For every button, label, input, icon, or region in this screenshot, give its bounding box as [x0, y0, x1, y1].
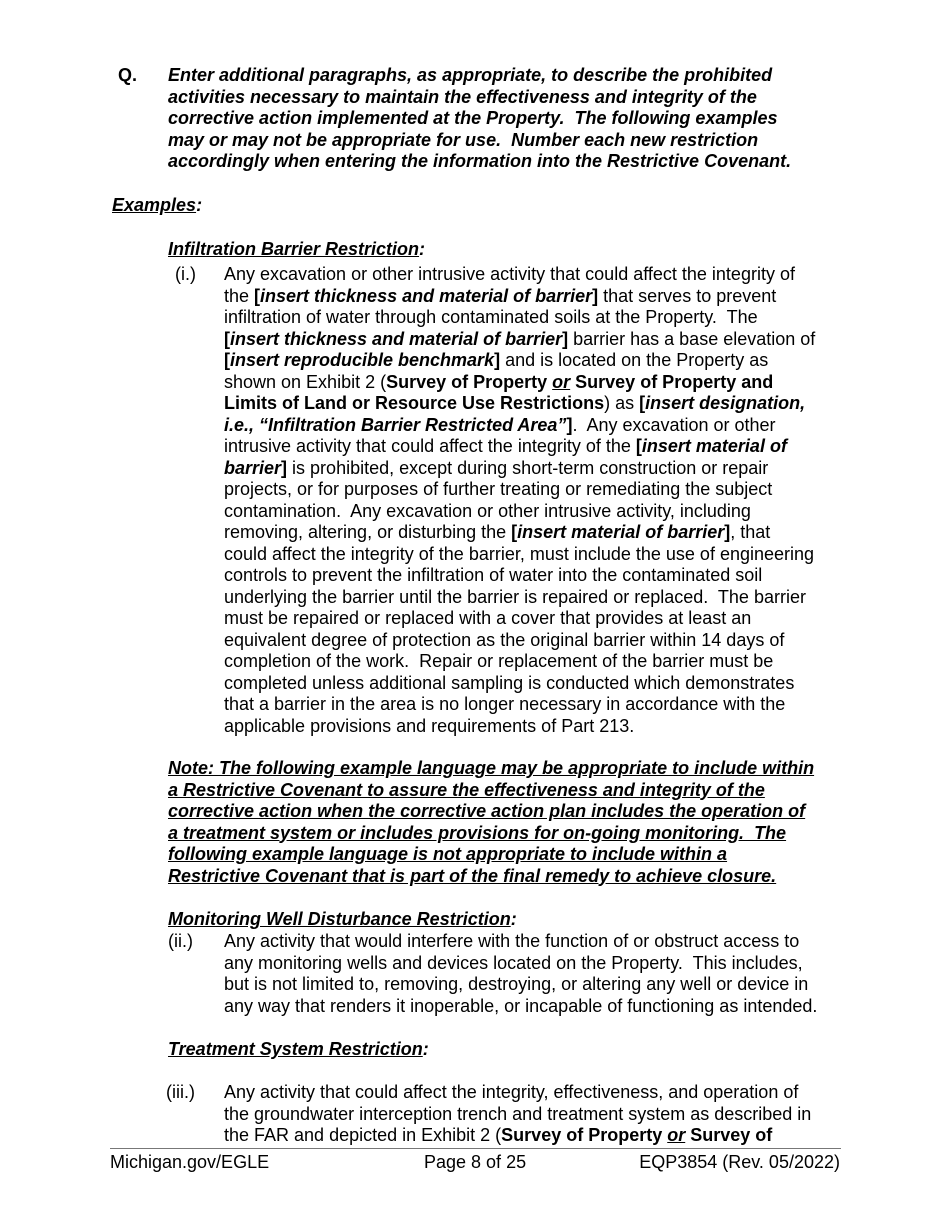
text-run: Survey of Property — [386, 371, 553, 392]
text-run: the groundwater interception trench and treatment system as described in — [224, 1103, 812, 1124]
footer-website: Michigan.gov/EGLE — [110, 1152, 270, 1172]
text-run: insert reproducible benchmark — [230, 350, 495, 370]
footer-form-number: EQP3854 (Rev. 05/2022) — [639, 1152, 840, 1172]
text-line — [224, 996, 817, 1018]
text-run: activities necessary to maintain the effectiveness and integrity of the — [168, 86, 757, 107]
text-run: insert thickness and material of barrier — [260, 285, 593, 306]
text-run: : — [419, 239, 426, 259]
text-run: [ — [635, 436, 642, 456]
treatment-paragraph — [224, 1082, 811, 1147]
infiltration-heading — [168, 239, 425, 261]
text-run: Note: The following example language may be appropriate to include within — [168, 758, 815, 778]
text-run: Any activity that would interfere with the function of or obstruct access to — [224, 931, 800, 951]
text-line — [224, 673, 815, 695]
text-run: a treatment system or includes provisions for on-going monitoring. The — [168, 822, 787, 843]
text-line — [224, 436, 815, 458]
note-paragraph — [168, 758, 814, 887]
text-line — [224, 501, 815, 523]
text-line — [224, 393, 815, 415]
text-line — [168, 130, 791, 152]
text-run: : — [510, 909, 517, 929]
text-run: Survey of — [685, 1125, 773, 1145]
text-run: projects, or for purposes of further treating or remediating the subject — [224, 479, 773, 499]
q-instructions — [168, 65, 791, 173]
text-line — [224, 974, 817, 996]
text-run: removing, altering, or disturbing the — [224, 522, 512, 542]
footer-divider — [110, 1148, 841, 1149]
text-line — [224, 931, 817, 953]
text-run: a Restrictive Covenant to assure the effectiveness and integrity of the — [168, 779, 765, 800]
text-run: , that — [730, 522, 771, 542]
text-run: insert material of barrier — [517, 522, 725, 542]
text-run: ] — [281, 457, 288, 478]
text-run: could affect the integrity of the barrier, must include the use of engineering — [224, 543, 815, 564]
text-run: insert material of — [641, 436, 787, 456]
text-run: corrective action when the corrective action plan includes the operation of — [168, 801, 806, 821]
text-run: Any excavation or other intrusive activity that could affect the integrity of — [224, 264, 795, 284]
text-line — [224, 694, 815, 716]
text-line — [224, 1082, 811, 1104]
q-label: Q. — [118, 65, 138, 85]
treatment-heading — [168, 1039, 429, 1061]
text-line — [224, 630, 815, 652]
text-run: [ — [511, 522, 518, 542]
text-line — [168, 844, 814, 866]
text-line — [224, 716, 815, 738]
text-run: Enter additional paragraphs, as appropriate, to describe the prohibited — [168, 65, 773, 85]
text-run: must be repaired or replaced with a cover that provides at least an — [224, 608, 752, 628]
text-line — [168, 108, 791, 130]
text-line — [224, 372, 815, 394]
text-line — [224, 522, 815, 544]
text-run: [ — [224, 328, 230, 349]
text-run: the FAR and depicted in Exhibit 2 ( — [224, 1125, 502, 1145]
text-run: ] — [494, 350, 501, 370]
examples-heading — [112, 195, 202, 217]
restriction-number-i: (i.) — [175, 264, 196, 284]
text-line — [224, 544, 815, 566]
text-run: is prohibited, except during short-term construction or repair — [287, 457, 769, 478]
text-run: but is not limited to, removing, destroying, or altering any well or device in — [224, 974, 809, 994]
text-line — [224, 458, 815, 480]
text-run: Any activity that could affect the integrity, effectiveness, and operation of — [224, 1082, 799, 1102]
text-line — [224, 415, 815, 437]
text-line — [224, 1125, 811, 1147]
text-run: ) as — [604, 393, 640, 413]
text-line — [224, 1104, 811, 1126]
text-run: or — [667, 1125, 686, 1145]
text-line — [224, 286, 815, 308]
text-run: insert thickness and material of barrier — [230, 328, 563, 349]
text-run: insert designation, — [645, 393, 806, 413]
text-run: Examples — [112, 195, 197, 215]
text-run: shown on Exhibit 2 ( — [224, 371, 387, 392]
text-run: completed unless additional sampling is conducted which demonstrates — [224, 672, 795, 693]
text-line — [168, 239, 425, 261]
text-line — [224, 329, 815, 351]
text-run: corrective action implemented at the Property. The following examples — [168, 108, 778, 128]
text-run: ] — [592, 285, 599, 306]
text-run: controls to prevent the infiltration of water into the contaminated soil — [224, 565, 763, 585]
text-line — [224, 608, 815, 630]
restriction-number-iii: (iii.) — [166, 1082, 195, 1102]
text-run: and is located on the Property as — [500, 350, 769, 370]
text-run: Treatment System Restriction — [168, 1039, 423, 1059]
text-line — [168, 1039, 429, 1061]
text-line — [224, 350, 815, 372]
text-run: Survey of Property — [501, 1125, 668, 1145]
text-line — [168, 909, 517, 931]
text-run: Survey of Property and — [570, 371, 774, 392]
text-run: Restrictive Covenant that is part of the final remedy to achieve closure. — [168, 865, 777, 886]
text-run: [ — [254, 285, 261, 306]
text-line — [168, 801, 814, 823]
restriction-number-ii: (ii.) — [168, 931, 193, 951]
text-run: completion of the work. Repair or replacement of the barrier must be — [224, 651, 774, 671]
text-line — [168, 87, 791, 109]
text-run: ] — [566, 414, 573, 435]
text-line — [224, 587, 815, 609]
text-line — [168, 65, 791, 87]
text-line — [224, 307, 815, 329]
infiltration-paragraph — [224, 264, 815, 737]
text-line — [168, 151, 791, 173]
text-run: [ — [224, 350, 230, 370]
text-run: any way that renders it inoperable, or incapable of functioning as intended. — [224, 995, 818, 1016]
text-run: ] — [724, 522, 731, 542]
text-run: that serves to prevent — [598, 285, 777, 306]
text-line — [224, 264, 815, 286]
text-run: may or may not be appropriate for use. Number each new restriction — [168, 129, 759, 150]
text-run: or — [552, 371, 571, 392]
text-line — [112, 195, 202, 217]
text-line — [168, 780, 814, 802]
text-run: infiltration of water through contaminated soils at the Property. The — [224, 307, 758, 327]
monitoring-heading — [168, 909, 517, 931]
text-run: contamination. Any excavation or other intrusive activity, including — [224, 500, 751, 521]
text-run: barrier has a base elevation of — [568, 328, 816, 349]
text-line — [224, 953, 817, 975]
text-run: [ — [639, 393, 646, 413]
text-run: intrusive activity that could affect the integrity of the — [224, 436, 636, 456]
text-run: any monitoring wells and devices located on the Property. This includes, — [224, 952, 803, 973]
text-line — [168, 823, 814, 845]
text-run: Infiltration Barrier Restriction — [168, 239, 420, 259]
text-line — [224, 479, 815, 501]
text-run: accordingly when entering the information into the Restrictive Covenant. — [168, 151, 792, 171]
text-line — [168, 758, 814, 780]
text-line — [168, 866, 814, 888]
text-run: : — [422, 1039, 429, 1059]
text-run: underlying the barrier until the barrier is repaired or replaced. The barrier — [224, 586, 806, 607]
monitoring-paragraph — [224, 931, 817, 1017]
text-run: Monitoring Well Disturbance Restriction — [168, 909, 511, 929]
text-run: Limits of Land or Resource Use Restrictions — [224, 393, 605, 413]
text-line — [224, 565, 815, 587]
text-line — [224, 651, 815, 673]
footer-page-number: Page 8 of 25 — [424, 1152, 527, 1172]
text-run: equivalent degree of protection as the original barrier within 14 days of — [224, 629, 785, 650]
text-run: following example language is not appropriate to include within a — [168, 844, 728, 864]
text-run: that a barrier in the area is no longer necessary in accordance with the — [224, 694, 786, 714]
text-run: the — [224, 285, 255, 306]
text-run: ] — [562, 328, 569, 349]
text-run: i.e., “Infiltration Barrier Restricted Area” — [224, 414, 567, 435]
text-run: barrier — [224, 457, 282, 478]
text-run: applicable provisions and requirements of Part 213. — [224, 715, 635, 736]
text-run: : — [196, 195, 203, 215]
text-run: . Any excavation or other — [572, 414, 776, 435]
